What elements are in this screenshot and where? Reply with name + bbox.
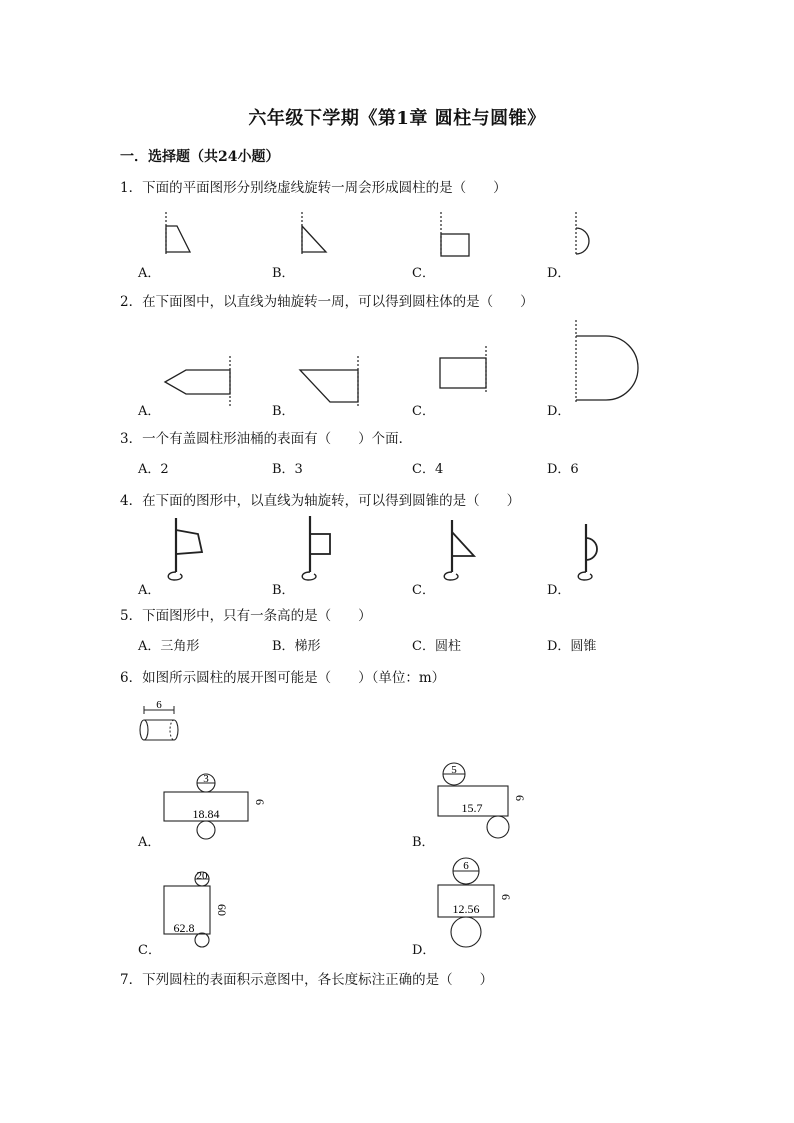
q4-option-b[interactable]: B． xyxy=(272,583,295,598)
q6-net-c-rect-label: 62.8 xyxy=(173,921,195,935)
q6-net-b-rect-label: 15.7 xyxy=(461,801,483,815)
q4-option-d[interactable]: D． xyxy=(547,583,571,598)
q5-option-a[interactable]: A．三角形 xyxy=(138,639,200,654)
q5-option-d[interactable]: D．圆锥 xyxy=(547,639,597,654)
question-1-stem: 1．下面的平面图形分别绕虚线旋转一周会形成圆柱的是（ ） xyxy=(120,180,507,196)
q4-figure-a-flag-trapezoid xyxy=(162,514,208,582)
q4-option-c[interactable]: C． xyxy=(412,583,435,598)
q6-option-a[interactable]: A． xyxy=(138,835,161,850)
question-5-stem: 5．下面图形中，只有一条高的是（ ） xyxy=(120,608,372,624)
question-6-stem: 6．如图所示圆柱的展开图可能是（ ）（单位：m） xyxy=(120,670,446,686)
q6-net-b-circle-label: 5 xyxy=(451,764,457,776)
question-2-stem: 2．在下面图中，以直线为轴旋转一周，可以得到圆柱体的是（ ） xyxy=(120,294,534,310)
page-title: 六年级下学期《第1章 圆柱与圆锥》 xyxy=(248,108,546,129)
q1-option-a[interactable]: A． xyxy=(138,266,161,281)
q6-net-d-circle-label: 6 xyxy=(463,860,469,872)
q1-option-d[interactable]: D． xyxy=(547,266,571,281)
question-3-stem: 3．一个有盖圆柱形油桶的表面有（ ）个面． xyxy=(120,431,413,447)
q2-option-c[interactable]: C． xyxy=(412,404,435,419)
section-heading: 一．选择题（共24小题） xyxy=(120,149,280,165)
q6-net-d xyxy=(434,857,524,951)
q4-option-a[interactable]: A． xyxy=(138,583,161,598)
q2-figure-d-rounded-shape xyxy=(570,318,646,406)
q6-cylinder-figure xyxy=(136,698,182,744)
q1-figure-a-trapezoid xyxy=(160,210,200,258)
q5-option-c[interactable]: C．圆柱 xyxy=(412,639,461,654)
q6-net-b xyxy=(434,762,544,844)
q4-figure-c-flag-triangle xyxy=(438,514,484,582)
q1-option-c[interactable]: C． xyxy=(412,266,435,281)
q6-net-c-circle-label: 20 xyxy=(196,870,208,882)
q6-net-b-side-label: 6 xyxy=(513,795,527,801)
q6-net-a xyxy=(160,772,270,842)
q2-figure-c-rectangle xyxy=(436,344,496,394)
q6-net-c xyxy=(160,870,240,950)
q1-option-b[interactable]: B． xyxy=(272,266,295,281)
q3-option-d[interactable]: D．6 xyxy=(547,462,579,477)
q6-net-d-rect-label: 12.56 xyxy=(452,902,480,916)
question-4-stem: 4．在下面的图形中，以直线为轴旋转，可以得到圆锥的是（ ） xyxy=(120,493,521,509)
q6-net-a-side-label: 6 xyxy=(253,799,267,805)
q6-net-a-rect-label: 18.84 xyxy=(192,807,220,821)
q3-option-b[interactable]: B．3 xyxy=(272,462,303,477)
q2-option-d[interactable]: D． xyxy=(547,404,571,419)
q2-figure-a-pentagon xyxy=(160,350,240,410)
q1-figure-d-semicircle xyxy=(572,210,612,258)
q6-cylinder-label: 6 xyxy=(156,699,162,711)
q2-option-b[interactable]: B． xyxy=(272,404,295,419)
q4-figure-b-flag-rectangle xyxy=(296,514,342,582)
q3-option-a[interactable]: A．2 xyxy=(138,462,169,477)
q2-option-a[interactable]: A． xyxy=(138,404,161,419)
q6-option-b[interactable]: B． xyxy=(412,835,435,850)
q2-figure-b-parallelogram xyxy=(296,350,366,410)
q1-figure-b-triangle xyxy=(296,210,336,258)
q1-figure-c-rectangle xyxy=(436,210,476,258)
q6-net-d-side-label: 6 xyxy=(499,894,513,900)
q6-net-a-circle-label: 3 xyxy=(203,773,209,785)
question-7-stem: 7．下列圆柱的表面积示意图中，各长度标注正确的是（ ） xyxy=(120,972,494,988)
q3-option-c[interactable]: C．4 xyxy=(412,462,444,477)
q4-figure-d-flag-semicircle xyxy=(572,514,618,582)
q6-option-c[interactable]: C． xyxy=(138,943,161,958)
q5-option-b[interactable]: B．梯形 xyxy=(272,639,321,654)
q6-option-d[interactable]: D． xyxy=(412,943,436,958)
q6-net-c-side-label: 60 xyxy=(215,904,229,916)
